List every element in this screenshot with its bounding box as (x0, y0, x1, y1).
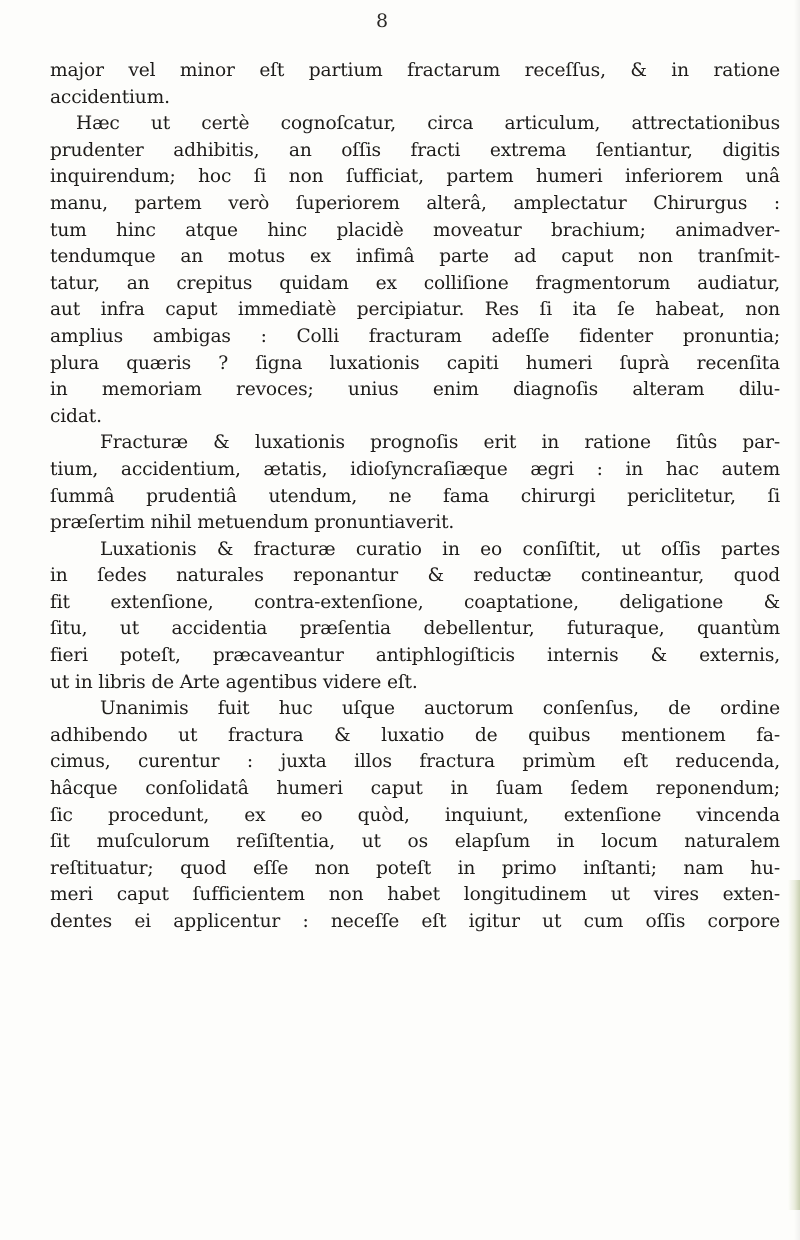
text-line: in memoriam revoces; unius enim diagnoſis alteram dilu- (50, 379, 780, 401)
text-line: ſitu, ut accidentia præſentia debellentur, futuraque, quantùm (50, 618, 780, 640)
text-line: præſertim nihil metuendum pronuntiaverit. (50, 512, 455, 534)
text-line: cimus, curentur : juxta illos fractura primùm eſt reducenda, (50, 751, 780, 773)
text-line: reſtituatur; quod eſſe non poteſt in primo inſtanti; nam hu- (50, 857, 780, 879)
text-line: adhibendo ut fractura & luxatio de quibus mentionem fa- (50, 724, 780, 746)
text-line: Unanimis fuit huc uſque auctorum conſenſus, de ordine (100, 698, 780, 720)
page-edge-shadow (794, 0, 800, 1240)
text-line: dentes ei applicentur : neceſſe eſt igitur ut cum oſſis corpore (50, 911, 780, 932)
text-line: inquirendum; hoc ſi non ſufficiat, partem humeri inferiorem unâ (50, 166, 780, 188)
text-line: Luxationis & fracturæ curatio in eo conſiſtit, ut oſſis partes (100, 538, 780, 560)
text-line: ut in libris de Arte agentibus videre eſt. (50, 671, 418, 693)
text-line: ſit muſculorum reſiſtentia, ut os elapſum in locum naturalem (50, 831, 780, 853)
text-line: amplius ambigas : Colli fracturam adeſſe fidenter pronuntia; (50, 325, 780, 347)
text-line: aut infra caput immediatè percipiatur. Res ſi ita ſe habeat, non (50, 299, 780, 321)
text-line: fit extenſione, contra-extenſione, coaptatione, deligatione & (50, 591, 780, 613)
page-number: 8 (375, 10, 389, 32)
text-line: manu, partem verò ſuperiorem alterâ, amplectatur Chirurgus : (50, 192, 780, 214)
text-line: plura quæris ? ſigna luxationis capiti humeri ſuprà recenſita (50, 352, 780, 374)
text-line: Fracturæ & luxationis prognoſis erit in ratione ſitûs par- (100, 432, 780, 454)
text-line: hâcque conſolidatâ humeri caput in ſuam ſedem reponendum; (50, 778, 780, 800)
text-line: tium, accidentium, ætatis, idioſyncraſiæque ægri : in hac autem (50, 458, 780, 480)
text-line: ſic procedunt, ex eo quòd, inquiunt, extenſione vincenda (50, 804, 780, 826)
text-line: tendumque an motus ex infimâ parte ad caput non tranſmit- (50, 246, 780, 268)
body-text (50, 58, 780, 936)
text-line: ſummâ prudentiâ utendum, ne fama chirurgi periclitetur, ſi (50, 485, 780, 507)
text-line: prudenter adhibitis, an oſſis fracti extrema ſentiantur, digitis (50, 139, 780, 161)
text-line: tatur, an crepitus quidam ex colliſione fragmentorum audiatur, (50, 272, 780, 294)
text-line: tum hinc atque hinc placidè moveatur brachium; animadver- (50, 219, 780, 241)
text-line: Hæc ut certè cognoſcatur, circa articulum, attrectationibus (76, 113, 780, 135)
text-line: meri caput ſufficientem non habet longitudinem ut vires exten- (50, 884, 780, 906)
text-line: major vel minor eſt partium fractarum receſſus, & in ratione (50, 60, 780, 81)
text-line: accidentium. (50, 86, 170, 108)
text-line: fieri poteſt, præcaveantur antiphlogiſticis internis & externis, (50, 645, 780, 667)
text-line: in ſedes naturales reponantur & reductæ contineantur, quod (50, 565, 780, 587)
text-line: cidat. (50, 405, 102, 427)
